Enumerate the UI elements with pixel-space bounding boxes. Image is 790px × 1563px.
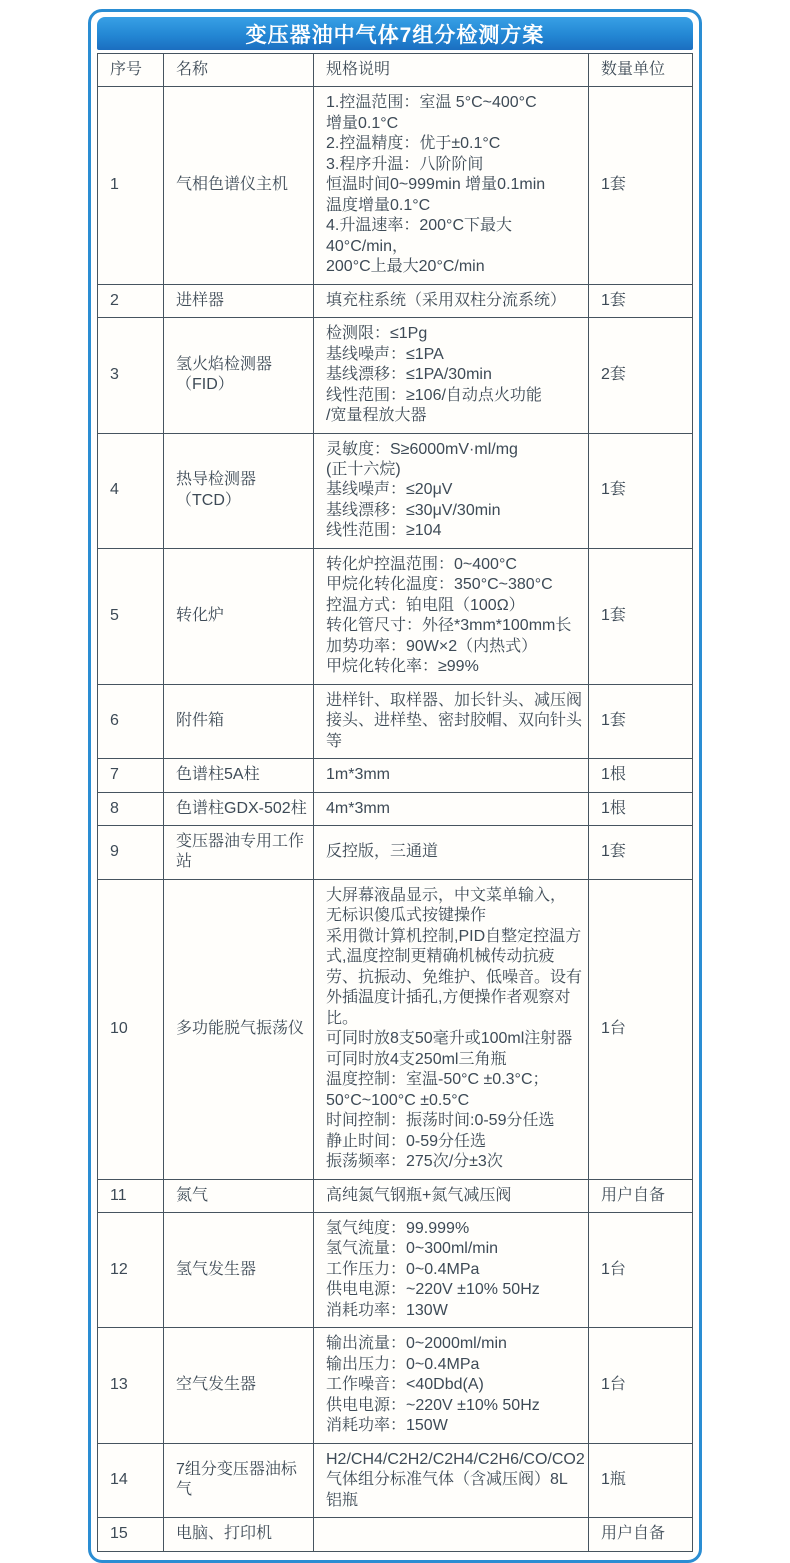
col-header-no: 序号 bbox=[98, 54, 164, 87]
header-row bbox=[98, 54, 693, 87]
cell-name: 色谱柱5A柱 bbox=[164, 759, 314, 792]
cell-spec: 灵敏度：S≥6000mV·ml/mg (正十六烷) 基线噪声：≤20μV 基线漂移：≤30μV/30min 线性范围：≥104 bbox=[314, 433, 589, 548]
table-row bbox=[98, 548, 693, 684]
cell-name: 7组分变压器油标气 bbox=[164, 1443, 314, 1517]
table-row bbox=[98, 684, 693, 758]
table-row bbox=[98, 318, 693, 433]
cell-qty: 1台 bbox=[589, 1328, 693, 1443]
cell-qty: 1台 bbox=[589, 1212, 693, 1327]
cell-name: 空气发生器 bbox=[164, 1328, 314, 1443]
table-row bbox=[98, 759, 693, 792]
cell-name: 氮气 bbox=[164, 1179, 314, 1212]
cell-name: 热导检测器（TCD） bbox=[164, 433, 314, 548]
cell-spec: H2/CH4/C2H2/C2H4/C2H6/CO/CO2 气体组分标准气体（含减压阀）8L铝瓶 bbox=[314, 1443, 589, 1517]
cell-qty: 1台 bbox=[589, 879, 693, 1179]
cell-no: 11 bbox=[98, 1179, 164, 1212]
cell-name: 多功能脱气振荡仪 bbox=[164, 879, 314, 1179]
title-bar bbox=[97, 17, 693, 50]
cell-spec: 反控版，三通道 bbox=[314, 826, 589, 880]
cell-spec bbox=[314, 1518, 589, 1551]
cell-no: 15 bbox=[98, 1518, 164, 1551]
cell-spec: 4m*3mm bbox=[314, 792, 589, 825]
cell-spec: 输出流量：0~2000ml/min 输出压力：0~0.4MPa 工作噪音：<40Dbd(A) 供电电源：~220V ±10% 50Hz 消耗功率：150W bbox=[314, 1328, 589, 1443]
cell-name: 氢气发生器 bbox=[164, 1212, 314, 1327]
cell-name: 转化炉 bbox=[164, 548, 314, 684]
cell-no: 5 bbox=[98, 548, 164, 684]
table-row bbox=[98, 1179, 693, 1212]
cell-no: 3 bbox=[98, 318, 164, 433]
cell-no: 10 bbox=[98, 879, 164, 1179]
cell-qty: 1套 bbox=[589, 684, 693, 758]
cell-spec: 高纯氮气钢瓶+氮气减压阀 bbox=[314, 1179, 589, 1212]
cell-no: 7 bbox=[98, 759, 164, 792]
cell-qty: 1套 bbox=[589, 284, 693, 317]
cell-spec: 大屏幕液晶显示，中文菜单输入， 无标识傻瓜式按键操作 采用微计算机控制,PID自整定控温方式,温度控制更精确机械传动抗疲劳、抗振动、免维护、低噪音。设有外插温度计插孔,方便操作者观察对比。 可同时放8支50毫升或100ml注射器 可同时放4支250ml三角瓶 温度控制：室温-50°C ±0.3°C； 50°C~100°C ±0.5°C 时间控制：振荡时间:0-59分任选 静止时间：0-59分任选 振荡频率：275次/分±3次 bbox=[314, 879, 589, 1179]
cell-no: 6 bbox=[98, 684, 164, 758]
col-header-name: 名称 bbox=[164, 54, 314, 87]
cell-qty: 1瓶 bbox=[589, 1443, 693, 1517]
table-row bbox=[98, 1212, 693, 1327]
cell-qty: 1套 bbox=[589, 826, 693, 880]
cell-name: 进样器 bbox=[164, 284, 314, 317]
col-header-spec: 规格说明 bbox=[314, 54, 589, 87]
cell-qty: 1根 bbox=[589, 792, 693, 825]
table-row bbox=[98, 826, 693, 880]
spec-table-frame bbox=[88, 9, 702, 1563]
cell-no: 9 bbox=[98, 826, 164, 880]
table-row bbox=[98, 792, 693, 825]
table-row bbox=[98, 433, 693, 548]
spec-table bbox=[97, 53, 693, 1552]
cell-name: 电脑、打印机 bbox=[164, 1518, 314, 1551]
cell-spec: 氢气纯度：99.999% 氢气流量：0~300ml/min 工作压力：0~0.4MPa 供电电源：~220V ±10% 50Hz 消耗功率：130W bbox=[314, 1212, 589, 1327]
cell-spec: 1m*3mm bbox=[314, 759, 589, 792]
cell-no: 13 bbox=[98, 1328, 164, 1443]
cell-no: 1 bbox=[98, 87, 164, 284]
cell-name: 附件箱 bbox=[164, 684, 314, 758]
table-row bbox=[98, 284, 693, 317]
cell-name: 氢火焰检测器（FID） bbox=[164, 318, 314, 433]
cell-no: 8 bbox=[98, 792, 164, 825]
table-row bbox=[98, 1518, 693, 1551]
table-row bbox=[98, 1443, 693, 1517]
cell-qty: 1套 bbox=[589, 87, 693, 284]
cell-qty: 用户自备 bbox=[589, 1179, 693, 1212]
cell-name: 色谱柱GDX-502柱 bbox=[164, 792, 314, 825]
cell-name: 变压器油专用工作站 bbox=[164, 826, 314, 880]
cell-qty: 1套 bbox=[589, 548, 693, 684]
cell-spec: 填充柱系统（采用双柱分流系统） bbox=[314, 284, 589, 317]
cell-qty: 用户自备 bbox=[589, 1518, 693, 1551]
cell-no: 12 bbox=[98, 1212, 164, 1327]
page-title: 变压器油中气体7组分检测方案 bbox=[245, 23, 545, 47]
cell-name: 气相色谱仪主机 bbox=[164, 87, 314, 284]
cell-qty: 2套 bbox=[589, 318, 693, 433]
cell-qty: 1套 bbox=[589, 433, 693, 548]
col-header-qty: 数量单位 bbox=[589, 54, 693, 87]
cell-spec: 进样针、取样器、加长针头、减压阀接头、进样垫、密封胶帽、双向针头等 bbox=[314, 684, 589, 758]
table-row bbox=[98, 87, 693, 284]
cell-qty: 1根 bbox=[589, 759, 693, 792]
cell-spec: 检测限：≤1Pg 基线噪声：≤1PA 基线漂移：≤1PA/30min 线性范围：≥106/自动点火功能 /宽量程放大器 bbox=[314, 318, 589, 433]
cell-no: 14 bbox=[98, 1443, 164, 1517]
table-row bbox=[98, 879, 693, 1179]
cell-no: 4 bbox=[98, 433, 164, 548]
cell-spec: 转化炉控温范围：0~400°C 甲烷化转化温度：350°C~380°C 控温方式：铂电阻（100Ω） 转化管尺寸：外径*3mm*100mm长 加势功率：90W×2（内热式） 甲烷化转化率：≥99% bbox=[314, 548, 589, 684]
table-row bbox=[98, 1328, 693, 1443]
cell-no: 2 bbox=[98, 284, 164, 317]
cell-spec: 1.控温范围：室温 5°C~400°C 增量0.1°C 2.控温精度：优于±0.1°C 3.程序升温：八阶阶间 恒温时间0~999min 增量0.1min 温度增量0.1°C 4.升温速率：200°C下最大40°C/min， 200°C上最大20°C/min bbox=[314, 87, 589, 284]
